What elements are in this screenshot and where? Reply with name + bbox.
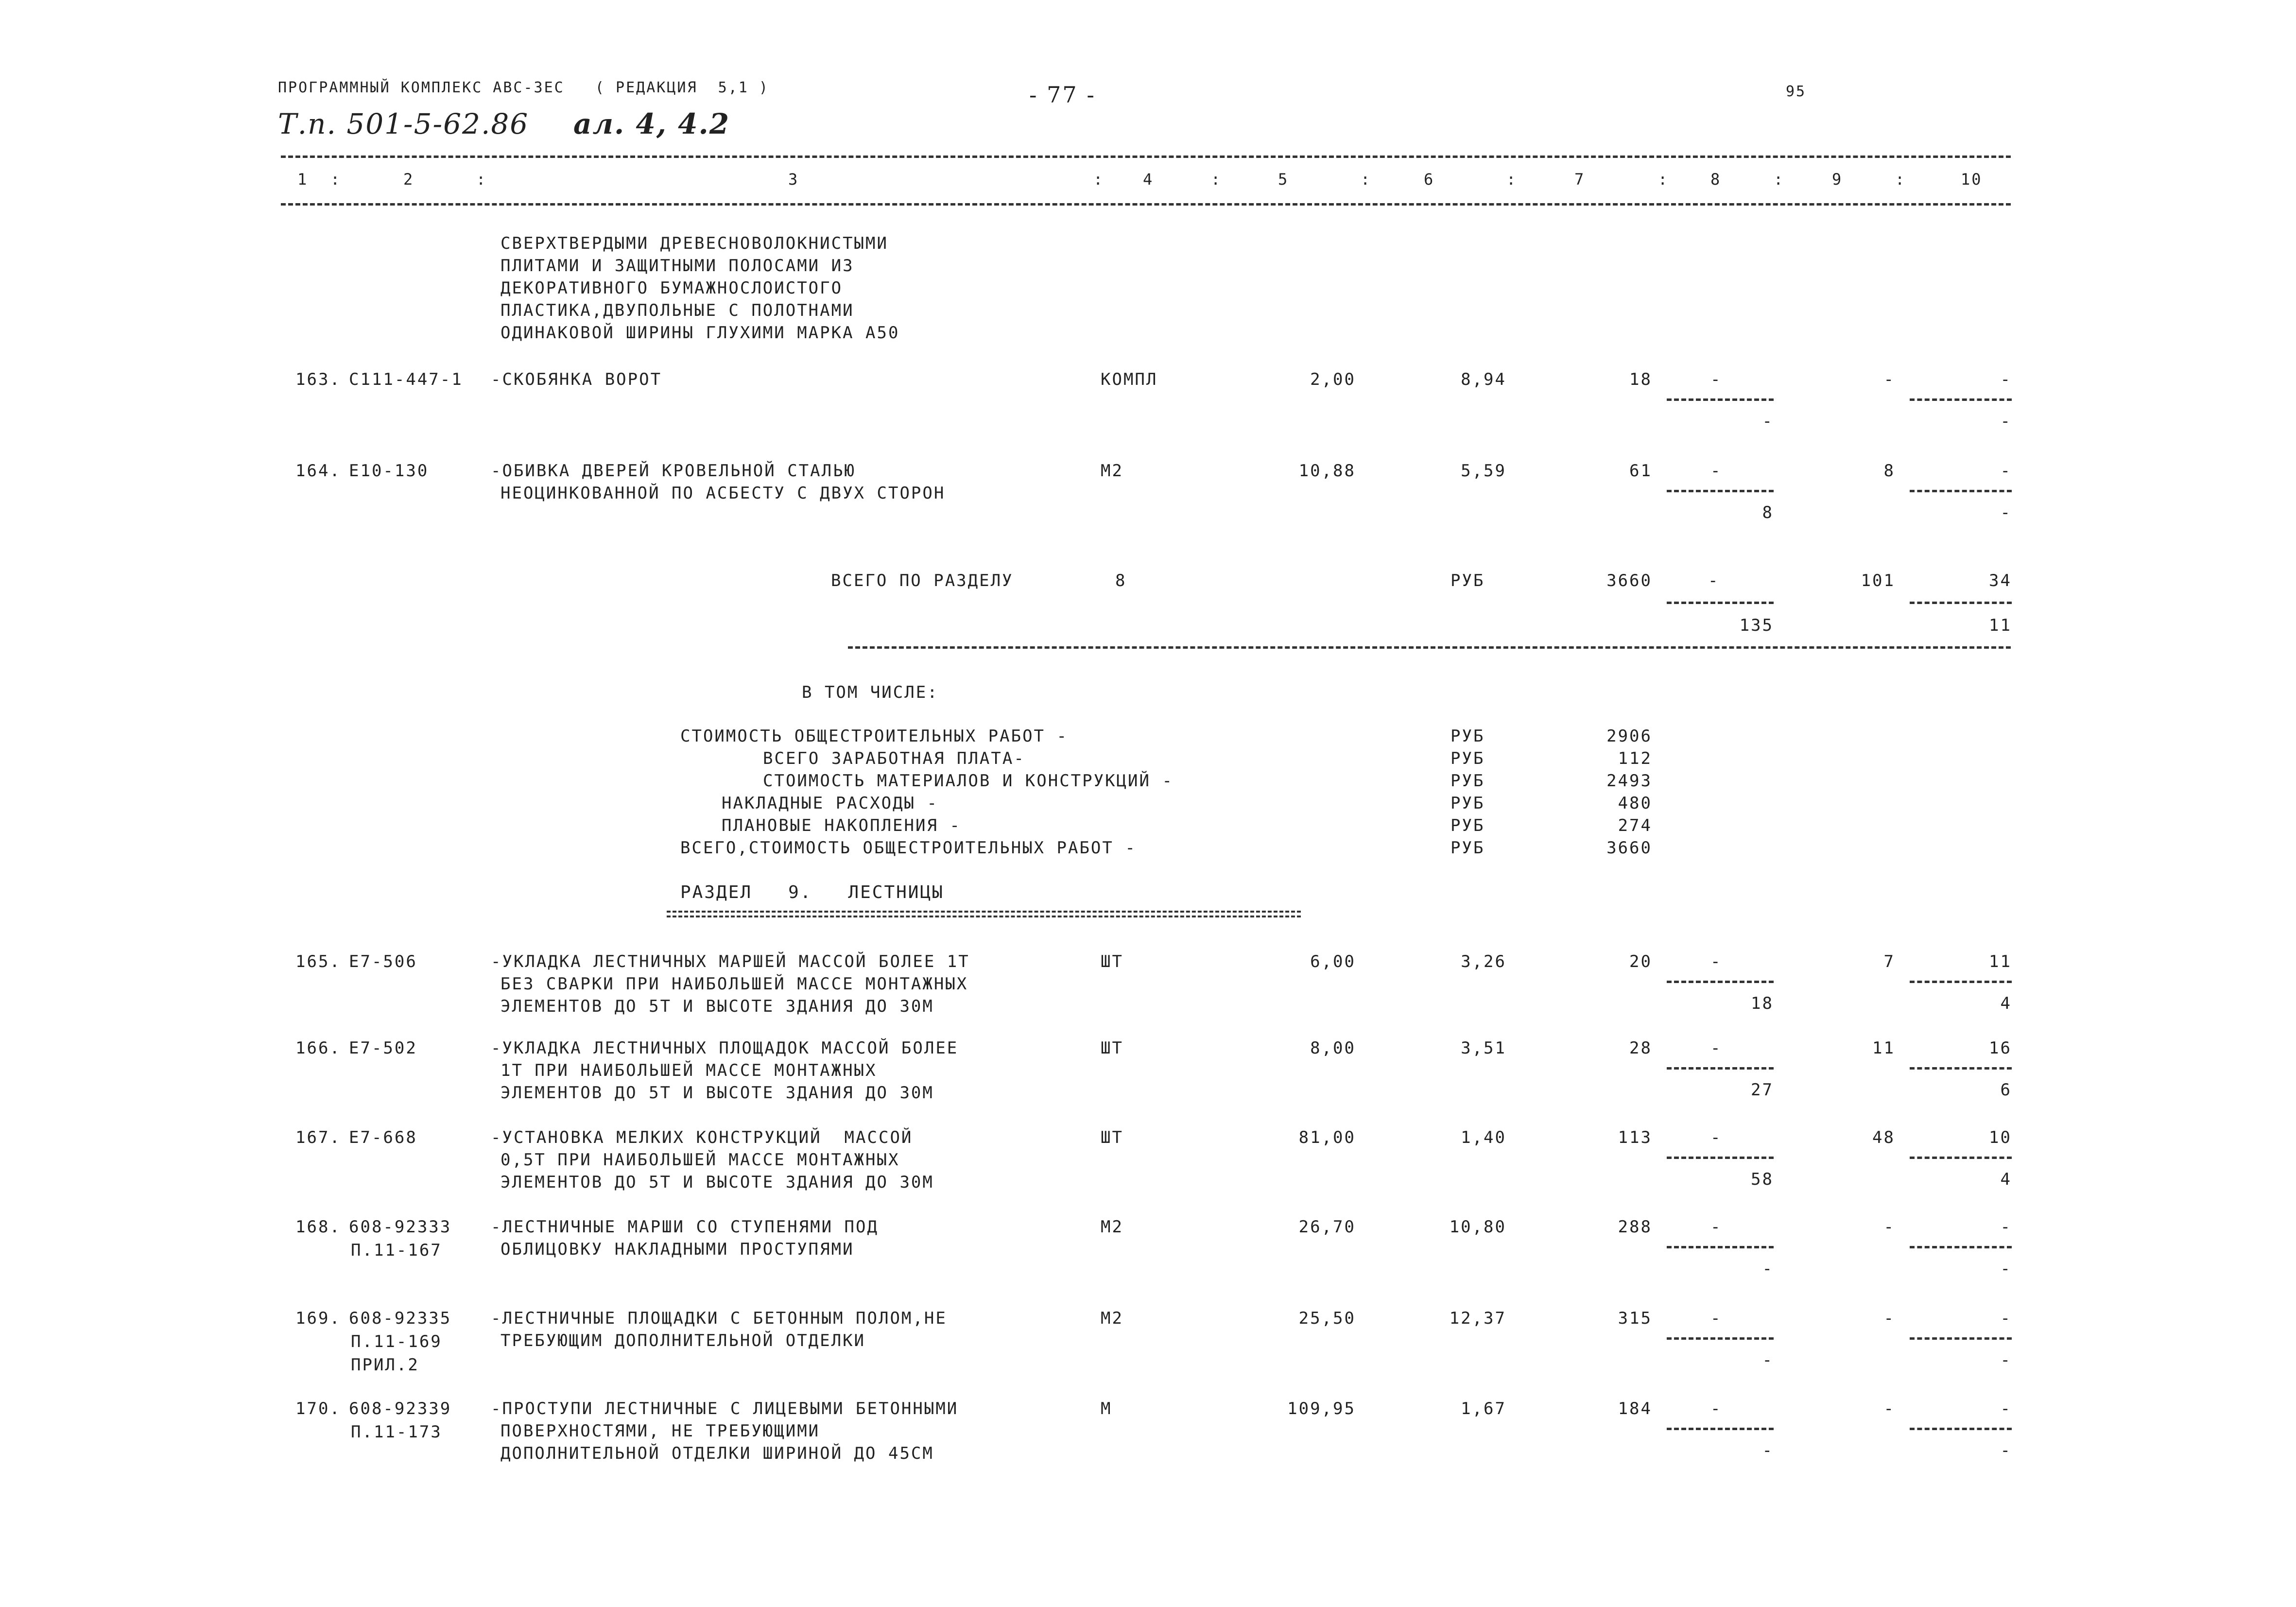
section-total-rule [848,646,2011,649]
including-value: 480 [1618,794,1652,813]
row-col9: - [1883,1217,1895,1237]
continuation-line: ПЛИТАМИ И ЗАЩИТНЫМИ ПОЛОСАМИ ИЗ [501,256,854,276]
row-quantity: 25,50 [1298,1309,1356,1328]
row-col10-top: - [2000,370,2012,389]
including-label: ПЛАНОВЫЕ НАКОПЛЕНИЯ - [722,816,961,835]
column-separator: : [1211,170,1222,189]
row-total: 28 [1629,1038,1652,1058]
row-number: 168. [295,1217,341,1237]
row-col8-top: - [1710,1038,1722,1058]
including-unit: РУБ [1450,838,1485,858]
row-unit-price: 10,80 [1449,1217,1506,1237]
row-description: ДОПОЛНИТЕЛЬНОЙ ОТДЕЛКИ ШИРИНОЙ ДО 45СМ [501,1444,934,1463]
row-description: ПОВЕРХНОСТЯМИ, НЕ ТРЕБУЮЩИМИ [501,1421,820,1441]
section-total-col8-bottom: 135 [1739,616,1774,635]
row-description: -УКЛАДКА ЛЕСТНИЧНЫХ МАРШЕЙ МАССОЙ БОЛЕЕ 1Т [491,952,970,971]
row-total: 20 [1629,952,1652,971]
fraction-rule [1910,1337,2012,1340]
fraction-rule [1667,1157,1774,1159]
fraction-rule [1910,602,2012,604]
row-col10-top: 10 [1989,1128,2012,1147]
row-col8-top: - [1710,1217,1722,1237]
row-description: -СКОБЯНКА ВОРОТ [491,370,662,389]
including-value: 274 [1618,816,1652,835]
section-total-number: 8 [1115,571,1127,590]
row-description: -УСТАНОВКА МЕЛКИХ КОНСТРУКЦИЙ МАССОЙ [491,1128,913,1147]
fraction-rule [1667,1067,1774,1070]
row-col9: 8 [1883,461,1895,481]
row-unit-price: 5,59 [1461,461,1506,481]
row-description: ТРЕБУЮЩИМ ДОПОЛНИТЕЛЬНОЙ ОТДЕЛКИ [501,1331,866,1350]
including-title: В ТОМ ЧИСЛЕ: [802,683,939,702]
fraction-rule [1910,398,2012,401]
album-reference: ал. 4, 4.2 [573,107,730,140]
including-value: 3660 [1606,838,1652,858]
including-value: 112 [1618,749,1652,768]
row-description: ЭЛЕМЕНТОВ ДО 5Т И ВЫСОТЕ ЗДАНИЯ ДО 30М [501,1083,934,1103]
column-separator: : [1093,170,1105,189]
fraction-rule [1910,981,2012,983]
row-col10-top: - [2000,461,2012,481]
including-label: ВСЕГО ЗАРАБОТНАЯ ПЛАТА- [763,749,1025,768]
column-separator: : [1658,170,1669,189]
fraction-rule [1910,1067,2012,1070]
project-code: Т.п. 501-5-62.86 [278,107,529,140]
section-9-underline [667,911,1301,917]
sheet-number: 95 [1786,83,1807,100]
row-col9: 48 [1872,1128,1895,1147]
column-number: 5 [1278,170,1289,189]
row-description: НЕОЦИНКОВАННОЙ ПО АСБЕСТУ С ДВУХ СТОРОН [501,484,946,503]
row-col8-bottom: 8 [1762,503,1774,522]
continuation-line: ОДИНАКОВОЙ ШИРИНЫ ГЛУХИМИ МАРКА А50 [501,323,900,343]
section-total-label: ВСЕГО ПО РАЗДЕЛУ [831,571,1014,590]
row-col10-bottom: - [2000,1441,2012,1460]
column-separator: : [476,170,487,189]
section-total-col10-bottom: 11 [1989,616,2012,635]
row-col8-top: - [1710,1399,1722,1418]
page-number: - 77 - [1029,82,1096,108]
row-code: 608-92335 [349,1309,452,1328]
row-col10-top: - [2000,1309,2012,1328]
including-unit: РУБ [1450,816,1485,835]
column-number: 3 [788,170,799,189]
row-col10-bottom: 4 [2000,994,2012,1013]
row-unit: ШТ [1101,1128,1123,1147]
section-total-col10-top: 34 [1989,571,2012,590]
row-quantity: 81,00 [1298,1128,1356,1147]
row-number: 170. [295,1399,341,1418]
column-number: 2 [403,170,414,189]
fraction-rule [1910,1246,2012,1248]
row-unit-price: 3,51 [1461,1038,1506,1058]
row-col10-bottom: - [2000,412,2012,431]
row-col10-bottom: 6 [2000,1080,2012,1100]
section-total-unit: РУБ [1450,571,1485,590]
row-col10-top: - [2000,1217,2012,1237]
row-code: П.11-169 [351,1332,442,1351]
row-unit-price: 1,67 [1461,1399,1506,1418]
program-name: ПРОГРАММНЫЙ КОМПЛЕКС АВС-3ЕС ( РЕДАКЦИЯ 5,1 ) [278,79,769,96]
row-col8-top: - [1710,1309,1722,1328]
row-code: Е10-130 [349,461,429,481]
row-number: 165. [295,952,341,971]
row-col8-top: - [1710,461,1722,481]
row-col8-bottom: - [1762,1441,1774,1460]
section-total-col8-top: - [1708,571,1720,590]
row-col10-bottom: 4 [2000,1170,2012,1189]
row-number: 163. [295,370,341,389]
row-col9: 11 [1872,1038,1895,1058]
row-col8-top: - [1710,952,1722,971]
row-description: -ЛЕСТНИЧНЫЕ ПЛОЩАДКИ С БЕТОННЫМ ПОЛОМ,НЕ [491,1309,947,1328]
header-bottom-rule [281,203,2011,206]
column-number: 9 [1832,170,1843,189]
row-number: 164. [295,461,341,481]
fraction-rule [1667,490,1774,492]
header-top-rule [281,156,2011,158]
row-description: ЭЛЕМЕНТОВ ДО 5Т И ВЫСОТЕ ЗДАНИЯ ДО 30М [501,1173,934,1192]
row-code: Е7-668 [349,1128,417,1147]
column-separator: : [1361,170,1372,189]
row-code: 608-92333 [349,1217,452,1237]
row-quantity: 2,00 [1310,370,1356,389]
row-code: Е7-506 [349,952,417,971]
fraction-rule [1910,1428,2012,1430]
row-col8-bottom: 58 [1751,1170,1774,1189]
row-number: 169. [295,1309,341,1328]
row-unit-price: 3,26 [1461,952,1506,971]
row-total: 18 [1629,370,1652,389]
row-unit: ШТ [1101,1038,1123,1058]
column-number: 6 [1424,170,1435,189]
row-total: 61 [1629,461,1652,481]
column-number: 4 [1143,170,1154,189]
row-description: -ПРОСТУПИ ЛЕСТНИЧНЫЕ С ЛИЦЕВЫМИ БЕТОННЫМИ [491,1399,959,1418]
fraction-rule [1667,981,1774,983]
row-code: П.11-167 [351,1241,442,1260]
row-description: ОБЛИЦОВКУ НАКЛАДНЫМИ ПРОСТУПЯМИ [501,1240,854,1259]
including-label: НАКЛАДНЫЕ РАСХОДЫ - [722,794,938,813]
row-col9: - [1883,1309,1895,1328]
row-description: -УКЛАДКА ЛЕСТНИЧНЫХ ПЛОЩАДОК МАССОЙ БОЛЕЕ [491,1038,959,1058]
row-col8-bottom: 18 [1751,994,1774,1013]
continuation-line: ДЕКОРАТИВНОГО БУМАЖНОСЛОИСТОГО [501,278,843,298]
fraction-rule [1667,1246,1774,1248]
continuation-line: СВЕРХТВЕРДЫМИ ДРЕВЕСНОВОЛОКНИСТЫМИ [501,234,888,253]
including-unit: РУБ [1450,794,1485,813]
row-col10-top: 16 [1989,1038,2012,1058]
row-total: 288 [1618,1217,1652,1237]
fraction-rule [1910,1157,2012,1159]
row-total: 113 [1618,1128,1652,1147]
column-number: 1 [297,170,309,189]
row-description: -ЛЕСТНИЧНЫЕ МАРШИ СО СТУПЕНЯМИ ПОД [491,1217,879,1237]
row-quantity: 26,70 [1298,1217,1356,1237]
section-9-title: РАЗДЕЛ 9. ЛЕСТНИЦЫ [680,882,944,902]
including-value: 2493 [1606,771,1652,791]
row-code: ПРИЛ.2 [351,1355,419,1375]
row-total: 315 [1618,1309,1652,1328]
row-col9: - [1883,370,1895,389]
row-unit: ШТ [1101,952,1123,971]
column-separator: : [1774,170,1785,189]
including-unit: РУБ [1450,771,1485,791]
including-value: 2906 [1606,726,1652,746]
row-col8-bottom: - [1762,1350,1774,1370]
row-col9: - [1883,1399,1895,1418]
row-quantity: 8,00 [1310,1038,1356,1058]
row-description: -ОБИВКА ДВЕРЕЙ КРОВЕЛЬНОЙ СТАЛЬЮ [491,461,856,481]
continuation-line: ПЛАСТИКА,ДВУПОЛЬНЫЕ С ПОЛОТНАМИ [501,301,854,320]
including-label: ВСЕГО,СТОИМОСТЬ ОБЩЕСТРОИТЕЛЬНЫХ РАБОТ - [680,838,1137,858]
row-description: 1Т ПРИ НАИБОЛЬШЕЙ МАССЕ МОНТАЖНЫХ [501,1061,877,1080]
row-unit: М [1101,1399,1112,1418]
row-col8-bottom: 27 [1751,1080,1774,1100]
row-code: Е7-502 [349,1038,417,1058]
column-number: 10 [1961,170,1983,189]
row-col8-top: - [1710,370,1722,389]
row-description: 0,5Т ПРИ НАИБОЛЬШЕЙ МАССЕ МОНТАЖНЫХ [501,1150,900,1170]
row-col10-bottom: - [2000,1259,2012,1279]
row-unit-price: 1,40 [1461,1128,1506,1147]
row-unit: М2 [1101,461,1123,481]
column-number: 8 [1710,170,1722,189]
row-unit: КОМПЛ [1101,370,1158,389]
fraction-rule [1667,602,1774,604]
column-number: 7 [1574,170,1586,189]
row-unit: М2 [1101,1217,1123,1237]
row-col10-bottom: - [2000,1350,2012,1370]
row-description: ЭЛЕМЕНТОВ ДО 5Т И ВЫСОТЕ ЗДАНИЯ ДО 30М [501,997,934,1016]
row-col10-top: 11 [1989,952,2012,971]
row-quantity: 6,00 [1310,952,1356,971]
section-total-col9: 101 [1861,571,1895,590]
including-unit: РУБ [1450,726,1485,746]
column-separator: : [330,170,342,189]
including-unit: РУБ [1450,749,1485,768]
row-col10-bottom: - [2000,503,2012,522]
row-col8-top: - [1710,1128,1722,1147]
row-col8-bottom: - [1762,412,1774,431]
fraction-rule [1667,398,1774,401]
row-col9: 7 [1883,952,1895,971]
fraction-rule [1667,1428,1774,1430]
row-col10-top: - [2000,1399,2012,1418]
including-label: СТОИМОСТЬ МАТЕРИАЛОВ И КОНСТРУКЦИЙ - [763,771,1174,791]
row-code: 608-92339 [349,1399,452,1418]
row-number: 167. [295,1128,341,1147]
row-unit-price: 8,94 [1461,370,1506,389]
fraction-rule [1910,490,2012,492]
row-code: П.11-173 [351,1422,442,1442]
column-separator: : [1506,170,1518,189]
row-unit-price: 12,37 [1449,1309,1506,1328]
row-quantity: 109,95 [1287,1399,1356,1418]
row-code: С111-447-1 [349,370,463,389]
including-label: СТОИМОСТЬ ОБЩЕСТРОИТЕЛЬНЫХ РАБОТ - [680,726,1068,746]
fraction-rule [1667,1337,1774,1340]
row-total: 184 [1618,1399,1652,1418]
row-col8-bottom: - [1762,1259,1774,1279]
row-unit: М2 [1101,1309,1123,1328]
row-number: 166. [295,1038,341,1058]
section-total-value: 3660 [1606,571,1652,590]
column-separator: : [1895,170,1906,189]
row-description: БЕЗ СВАРКИ ПРИ НАИБОЛЬШЕЙ МАССЕ МОНТАЖНЫХ [501,974,968,994]
row-quantity: 10,88 [1298,461,1356,481]
